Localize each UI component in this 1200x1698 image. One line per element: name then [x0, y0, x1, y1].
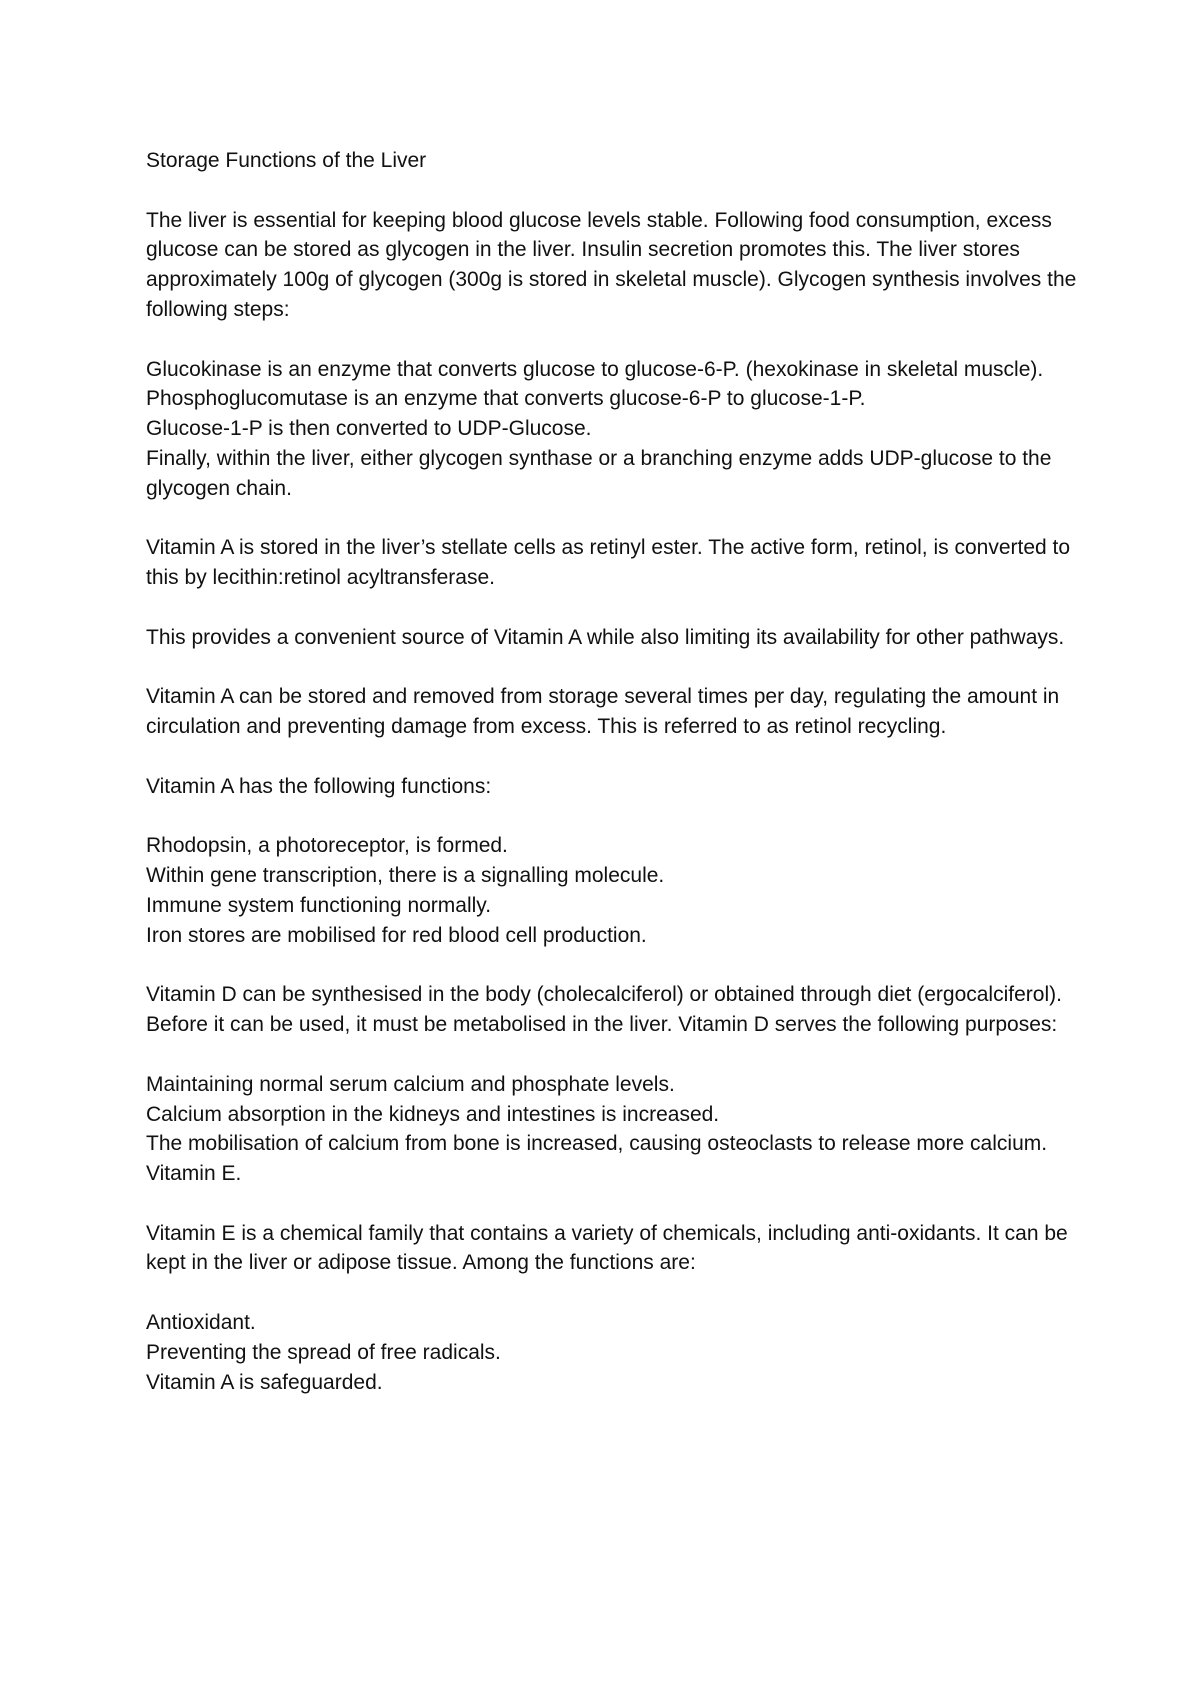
paragraph-vitamin-a-storage: Vitamin A is stored in the liver’s stellate cells as retinyl ester. The active form, retinol, is converted to this by lecithin:retinol acyltransferase.: [146, 536, 1071, 590]
vitamin-d-functions-list: [146, 1070, 1086, 1189]
list-item: Rhodopsin, a photoreceptor, is formed.: [146, 834, 508, 858]
list-item: Iron stores are mobilised for red blood cell production.: [146, 923, 647, 947]
paragraph-glucose-intro: The liver is essential for keeping blood glucose levels stable. Following food consumption, excess glucose can be stored as glycogen in the liver. Insulin secretion promotes this. The liver stores approximately 100g of glycogen (300g is stored in skeletal muscle). Glycogen synthesis involves the following steps:: [146, 208, 1077, 321]
paragraph-vitamin-a-recycling: Vitamin A can be stored and removed from storage several times per day, regulating the amount in circulation and preventing damage from excess. This is referred to as retinol recycling.: [146, 685, 1060, 739]
list-item: Within gene transcription, there is a signalling molecule.: [146, 864, 665, 888]
paragraph-vitamin-a-functions-intro: Vitamin A has the following functions:: [146, 774, 492, 798]
list-item: Vitamin A is safeguarded.: [146, 1370, 383, 1394]
paragraph-vitamin-e-intro: Vitamin E is a chemical family that contains a variety of chemicals, including anti-oxidants. It can be kept in the liver or adipose tissue. Among the functions are:: [146, 1221, 1068, 1275]
list-item: Phosphoglucomutase is an enzyme that converts glucose-6-P to glucose-1-P.: [146, 387, 866, 411]
list-item: Glucose-1-P is then converted to UDP-Glucose.: [146, 417, 592, 441]
list-item: The mobilisation of calcium from bone is increased, causing osteoclasts to release more calcium.: [146, 1132, 1048, 1156]
list-item: Antioxidant.: [146, 1311, 256, 1335]
list-item: Finally, within the liver, either glycogen synthase or a branching enzyme adds UDP-glucose to the glycogen chain.: [146, 446, 1052, 500]
document-body: [146, 146, 1086, 1427]
list-item: Glucokinase is an enzyme that converts glucose to glucose-6-P. (hexokinase in skeletal muscle).: [146, 357, 1044, 381]
paragraph-vitamin-a-source: This provides a convenient source of Vitamin A while also limiting its availability for other pathways.: [146, 625, 1065, 649]
vitamin-e-functions-list: [146, 1308, 1086, 1397]
list-item: Immune system functioning normally.: [146, 893, 492, 917]
paragraph-vitamin-d-intro: Vitamin D can be synthesised in the body (cholecalciferol) or obtained through diet (ergocalciferol). Before it can be used, it must be metabolised in the liver. Vitamin D serves the following purposes:: [146, 983, 1062, 1037]
glycogen-steps-list: [146, 355, 1086, 504]
vitamin-a-functions-list: [146, 831, 1086, 950]
list-item: Vitamin E.: [146, 1162, 242, 1186]
document-title: Storage Functions of the Liver: [146, 149, 427, 172]
list-item: Maintaining normal serum calcium and phosphate levels.: [146, 1072, 675, 1096]
list-item: Calcium absorption in the kidneys and intestines is increased.: [146, 1102, 720, 1126]
list-item: Preventing the spread of free radicals.: [146, 1340, 501, 1364]
